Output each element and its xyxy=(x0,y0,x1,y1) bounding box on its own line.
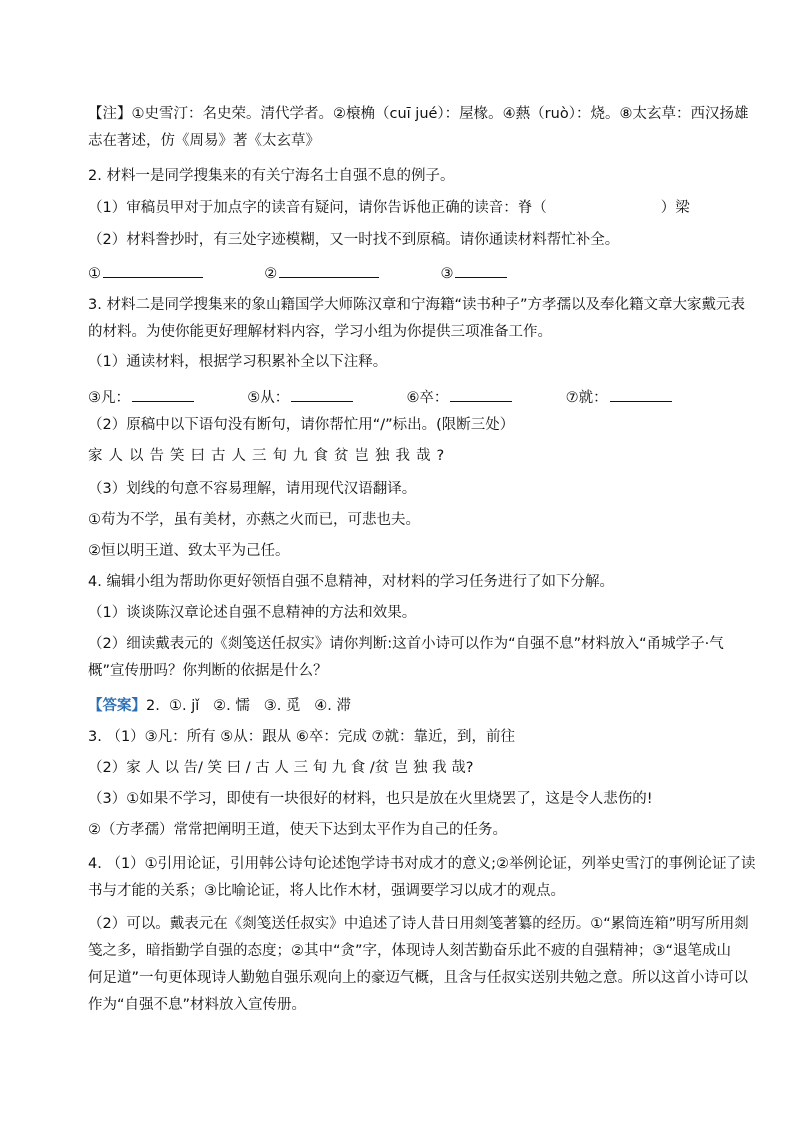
blank-label-1: ① xyxy=(88,266,101,282)
question-3-1-blanks xyxy=(88,385,728,408)
annotation-label-6: ⑥卒： xyxy=(406,390,449,406)
question-2-blanks xyxy=(88,261,728,284)
answer-4-2-a: （2）可以。戴表元在《剡笺送任叔实》中追述了诗人昔日用剡笺著纂的经历。①“累筒连箱”明写所用剡 xyxy=(88,916,749,932)
annotation-blank-7[interactable] xyxy=(610,385,672,402)
answer-3-3-2: ②（方孝孺）常常把阐明王道，使天下达到太平作为自己的任务。 xyxy=(88,822,507,838)
annotation-label-7: ⑦就： xyxy=(565,390,608,406)
question-3-2-sentence: 家人以告笑曰古人三旬九食贫岂独我哉? xyxy=(88,448,451,464)
answer-4-2-b: 笺之多，暗指勤学自强的态度；②其中“贪”字，体现诗人刻苦勤奋乐此不疲的自强精神；③“退笔成山 xyxy=(88,943,732,959)
question-2-title: 2. 材料一是同学搜集来的有关宁海名士自强不息的例子。 xyxy=(88,168,455,184)
question-3-1: （1）通读材料，根据学习积累补全以下注释。 xyxy=(88,354,388,370)
answer-blank-3[interactable] xyxy=(455,261,507,278)
annotation-label-3: ③凡： xyxy=(88,390,130,406)
answer-3-1: 3. （1）③凡：所有 ⑤从：跟从 ⑥卒：完成 ⑦就：靠近，到，前往 xyxy=(88,729,515,745)
answer-4-2-c: 何足道”一句更体现诗人勤勉自强乐观向上的豪迈气概，且含与任叔实送别共勉之意。所以这首小诗可以 xyxy=(88,970,749,986)
question-3-title-a: 3. 材料二是同学搜集来的象山籍国学大师陈汉章和宁海籍“读书种子”方孝孺以及奉化籍文章大家戴元表 xyxy=(88,297,745,313)
question-2-1-prefix: （1）审稿员甲对于加点字的读音有疑问，请你告诉他正确的读音：脊（ xyxy=(88,200,547,216)
question-3-title-b: 的材料。为使你能更好理解材料内容，学习小组为你提供三项准备工作。 xyxy=(88,324,552,340)
answer-4-1-b: 书与才能的关系；③比喻论证，将人比作木材，强调要学习以成才的观点。 xyxy=(88,883,565,899)
pinyin-answer-blank[interactable] xyxy=(549,196,659,212)
question-3-3-2: ②恒以明王道、致太平为己任。 xyxy=(88,543,290,559)
answer-blank-2[interactable] xyxy=(279,261,379,278)
annotation-blank-6[interactable] xyxy=(450,385,512,402)
annotation-blank-3[interactable] xyxy=(132,385,194,402)
question-3-2: （2）原稿中以下语句没有断句，请你帮忙用“/”标出。(限断三处） xyxy=(88,417,515,433)
blank-label-3: ③ xyxy=(440,266,454,282)
answer-tag: 【答案】 xyxy=(88,698,146,714)
annotation-label-5: ⑤从： xyxy=(247,390,290,406)
answer-blank-1[interactable] xyxy=(103,261,203,278)
question-4-2-b: 概”宣传册吗？你判断的依据是什么？ xyxy=(88,663,328,679)
answer-3-3-1: （3）①如果不学习，即使有一块很好的材料，也只是放在火里烧罢了，这是令人悲伤的! xyxy=(88,791,653,807)
question-3-3-1: ①苟为不学，虽有美材，亦爇之火而已，可悲也夫。 xyxy=(88,512,420,528)
question-2-1 xyxy=(88,196,728,218)
answer-3-2: （2）家 人 以 告/ 笑 曰 / 古 人 三 旬 九 食 /贫 岂 独 我 哉? xyxy=(88,760,474,776)
question-3-3: （3）划线的句意不容易理解，请用现代汉语翻译。 xyxy=(88,481,417,497)
question-4-1: （1）谈谈陈汉章论述自强不息精神的方法和效果。 xyxy=(88,605,417,621)
answer-2 xyxy=(88,696,728,716)
annotation-blank-5[interactable] xyxy=(291,385,353,402)
answer-4-2-d: 作为“自强不息”材料放入宣传册。 xyxy=(88,997,307,1013)
answer-2-text: 2. ①. jǐ ②. 懦 ③. 觅 ④. 滞 xyxy=(146,698,351,714)
note-line-1: 【注】①史雪汀：名史荣。清代学者。②榱桷（cuī jué）：屋椽。④爇（ruò）：烧。⑧太玄草：西汉扬雄 xyxy=(88,106,749,122)
question-4-2-a: （2）细读戴表元的《剡笺送任叔实》请你判断:这首小诗可以作为“自强不息”材料放入“甬城学子·气 xyxy=(88,636,724,652)
question-2-1-suffix: ）梁 xyxy=(660,200,690,216)
note-line-2: 志在著述，仿《周易》著《太玄草》 xyxy=(88,133,320,149)
question-4-title: 4. 编辑小组为帮助你更好领悟自强不息精神，对材料的学习任务进行了如下分解。 xyxy=(88,574,614,590)
question-2-2: （2）材料誊抄时，有三处字迹模糊，又一时找不到原稿。请你通读材料帮忙补全。 xyxy=(88,232,620,248)
blank-label-2: ② xyxy=(264,266,278,282)
answer-4-1-a: 4. （1）①引用论证，引用韩公诗句论述饱学诗书对成才的意义;②举例论证，列举史雪汀的事例论证了读 xyxy=(88,856,756,872)
